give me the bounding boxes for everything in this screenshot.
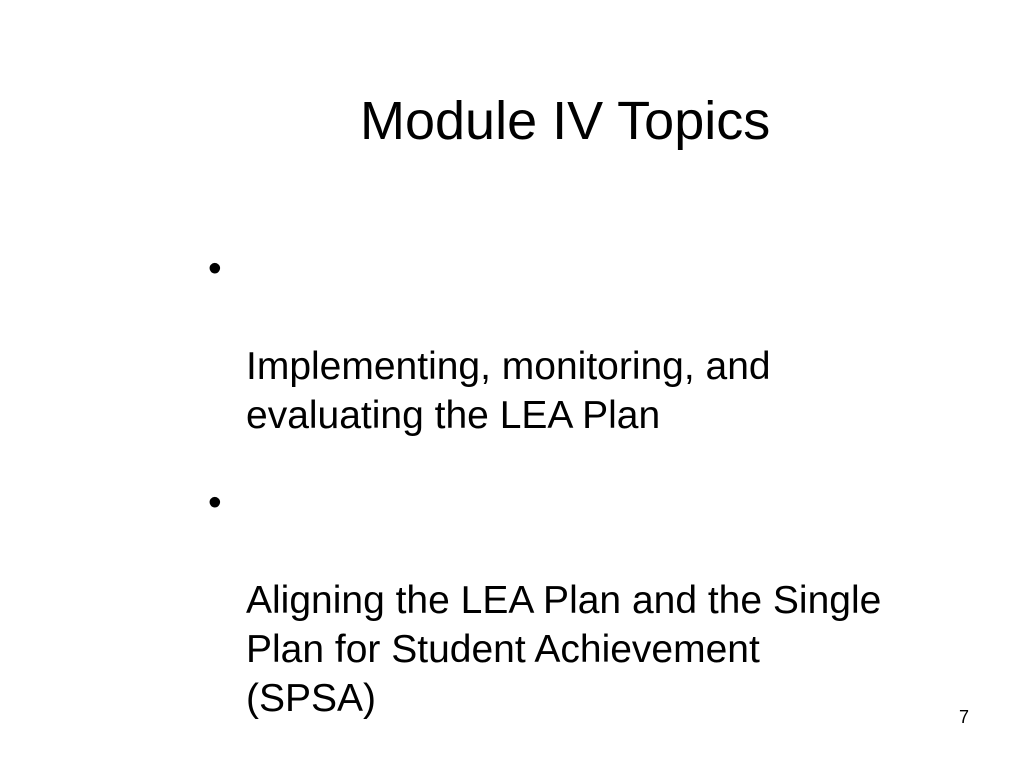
bullet-item [208,478,1008,723]
bullet-list [208,244,1008,761]
slide-number: 7 [959,707,970,727]
bullet-text: Aligning the LEA Plan and the Single Plan for Student Achievement (SPSA) [246,579,882,720]
slide-title: Module IV Topics [360,91,771,151]
bullet-dot-icon: • [208,247,222,290]
bullet-text: Implementing, monitoring, and evaluating the LEA Plan [246,345,771,437]
bullet-dot-icon: • [208,481,222,524]
bullet-item [208,244,1008,440]
